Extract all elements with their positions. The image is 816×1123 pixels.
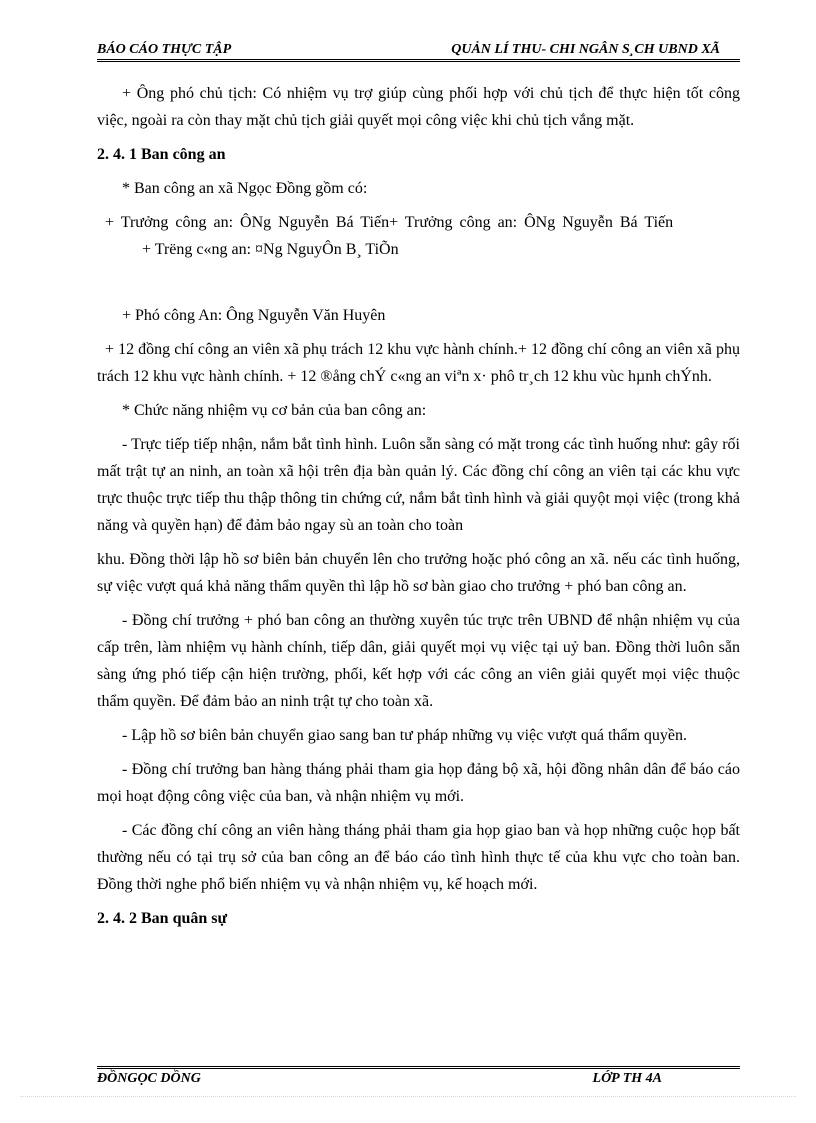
- paragraph-police-duty-3: - Lập hồ sơ biên bản chuyển giao sang ban tư pháp những vụ việc vượt quá thẩm quyền.: [122, 727, 688, 744]
- paragraph-police-chief-garbled: + Trëng c«ng an: ¤Ng NguyÔn B¸ TiÕn: [142, 241, 399, 258]
- footer-author: ĐỒNGỌC DỒNG: [97, 1071, 201, 1086]
- paragraph-police-duty-1: - Trực tiếp tiếp nhận, nắm bắt tình hình. Luôn sẵn sàng có mặt trong các tình huống như: gây rối mất trật tự an ninh, an toàn xã hội trên địa bàn quản lý. Các đồng chí công an viên tại các khu vực trực thuộc trực tiếp thu thập thông tin chứng cứ, nắm bắt tình hình và giải quyột mọi việc (trong khả năng và quyền hạn) để đảm bảo ngay sù an toàn cho toàn: [97, 436, 740, 534]
- paragraph-police-duty-2: - Đồng chí trưởng + phó ban công an thường xuyên túc trực trên UBND để nhận nhiệm vụ của cấp trên, làm nhiệm vụ hành chính, tiếp dân, giải quyết mọi vụ việc tại uỷ ban. Đồng thời luôn sẵn sàng ứng phó tiếp cận hiện trường, phối, kết hợp với các công an viên giải quyết mọi việc thuộc thẩm quyền. Để đảm bảo an ninh trật tự cho toàn xã.: [97, 612, 740, 710]
- header-topic-title: QUẢN LÍ THU- CHI NGÂN S¸CH UBND XÃ: [451, 42, 720, 57]
- paragraph-police-duty-4: - Đồng chí trưởng ban hàng tháng phải tham gia họp đảng bộ xã, hội đồng nhân dân để báo cáo mọi hoạt động công việc của ban, và nhận nhiệm vụ mới.: [97, 761, 740, 805]
- page-header: [97, 42, 740, 62]
- paragraph-police-chief: + Trưởng công an: ÔNg Nguyễn Bá Tiến+ Trưởng công an: ÔNg Nguyễn Bá Tiến: [105, 214, 674, 231]
- document-body: [97, 80, 740, 932]
- footer-class: LỚP TH 4A: [592, 1071, 662, 1086]
- header-report-title: BÁO CÁO THỰC TẬP: [97, 42, 232, 57]
- paragraph-police-officers: + 12 đồng chí công an viên xã phụ trách 12 khu vực hành chính.+ 12 đồng chí công an viên xã phụ trách 12 khu vực hành chính. + 12 ®ång chÝ c«ng an viªn x· phô tr¸ch 12 khu vùc hµnh chÝnh.: [97, 341, 740, 385]
- page-bottom-divider: [20, 1096, 796, 1097]
- blank-space: [97, 263, 740, 295]
- paragraph-vice-chairman: + Ông phó chủ tịch: Có nhiệm vụ trợ giúp cùng phối hợp với chủ tịch để thực hiện tốt công việc, ngoài ra còn thay mặt chủ tịch giải quyết mọi công việc khi chủ tịch vắng mặt.: [97, 85, 740, 129]
- page-footer: [97, 1066, 740, 1087]
- paragraph-deputy-police: + Phó công An: Ông Nguyễn Văn Huyên: [122, 307, 386, 324]
- paragraph-police-functions-intro: * Chức năng nhiệm vụ cơ bản của ban công an:: [122, 402, 427, 419]
- paragraph-police-duty-5: - Các đồng chí công an viên hàng tháng phải tham gia họp giao ban và họp những cuộc họp bất thường nếu có tại trụ sở của ban công an để báo cáo tình hình thực tế của khu vực cho toàn ban. Đồng thời nghe phổ biến nhiệm vụ và nhận nhiệm vụ, kế hoạch mới.: [97, 822, 740, 893]
- section-heading-police: 2. 4. 1 Ban công an: [97, 146, 226, 163]
- section-heading-military: 2. 4. 2 Ban quân sự: [97, 910, 228, 927]
- paragraph-police-members-intro: * Ban công an xã Ngọc Đồng gồm có:: [122, 180, 368, 197]
- paragraph-police-duty-1-cont: khu. Đồng thời lập hồ sơ biên bản chuyển lên cho trưởng hoặc phó công an xã. nếu các tình huống, sự việc vượt quá khả năng thẩm quyền thì lập hồ sơ bàn giao cho trưởng + phó ban công an.: [97, 551, 740, 595]
